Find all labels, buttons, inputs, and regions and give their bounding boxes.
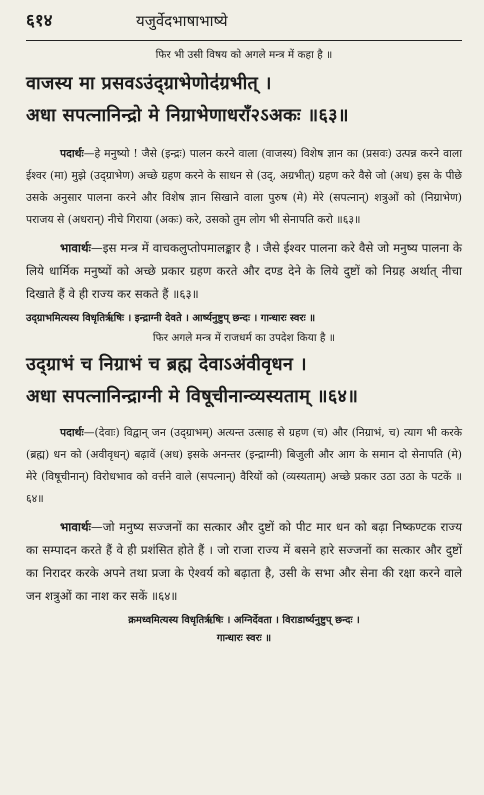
- bhavartha-64-text: —जो मनुष्य सज्जनों का सत्कार और दुष्टों को पीट मार धन को बढ़ा निष्कण्टक राज्य का सम्पादन करते हैं वे ही प्रशंसित होते हैं । जो राजा राज्य में बसने हारे सज्जनों का सत्कार और दुष्टों का निरादर करके अपने तथा प्रजा के ऐश्वर्य को बढ़ाता है, उसी के सभा और सेना की रक्षा करने वाले जन शत्रुओं का नाश कर सकें ॥६४॥: [26, 520, 462, 603]
- bhavartha-label: भावार्थः: [60, 241, 91, 255]
- mantra-63-line-1: वाजस्य मा प्रसवऽउंद्ग्राभेणोद॑ग्रभीत् ।: [26, 73, 272, 94]
- padartha-label: पदार्थः: [60, 426, 84, 439]
- page-header: [26, 0, 462, 30]
- padartha-label: पदार्थः: [60, 147, 84, 160]
- rishi-line-64-swara: गान्धारः स्वरः ॥: [216, 633, 272, 644]
- bhavartha-label: भावार्थः: [60, 520, 91, 534]
- padartha-63-text: —हे मनुष्यो ! जैसे (इन्द्रः) पालन करने वाला (वाजस्य) विशेष ज्ञान का (प्रसवः) उत्पन्न करने वाला ईश्वर (मा) मुझे (उद्ग्राभेण) अच्छे ग्रहण करने के साधन से (उद्, अग्रभीत्) ग्रहण करे वैसे जो (अध) इस के पीछे उसके अनुसार पालना करने और विशेष ज्ञान सिखाने वाला पुरुष (मे) मेरे (सपत्नान्) शत्रुओं को (निग्राभेण) पराजय से (अधरान्) नीचे गिराया (अकः) करे, उसको तुम लोग भी सेनापति करो ॥६३॥: [26, 147, 462, 226]
- padartha-64: [26, 422, 462, 510]
- bhavartha-64: [26, 516, 462, 608]
- intro-line: फिर भी उसी विषय को अगले मन्त्र में कहा है ॥: [155, 49, 333, 61]
- mantra-64-line-2: अधा सपत्नानिन्द्राग्नी मे विषूचीनान्व्यस्यताम् ॥६४॥: [26, 386, 359, 407]
- page-number: ६१४: [26, 11, 53, 31]
- mantra-64-line-1: उद्ग्राभं च निग्राभं च ब्रह्म देवाऽअंवीवृधन ।: [26, 354, 307, 375]
- header-rule: [26, 40, 462, 41]
- intro-line-2: फिर अगले मन्त्र में राजधर्म का उपदेश किया है ॥: [152, 332, 336, 344]
- rishi-line-64: क्रमध्वमित्यस्य विधृतिर्ऋषिः । अग्निर्देवता । विराडार्ष्यनुष्टुप् छन्दः ।: [128, 615, 360, 626]
- padartha-64-text: —(देवाः) विद्वान् जन (उद्ग्राभम्) अत्यन्त उत्साह से ग्रहण (च) और (निग्राभं, च) त्याग भी करके (ब्रह्म) धन को (अवीवृधन्) बढ़ावें (अध) इसके अनन्तर (इन्द्राग्नी) बिजुली और आग के समान दो सेनापति (मे) मेरे (विषूचीनान्) विरोधभाव को वर्त्तने वाले (सपत्नान्) वैरियों को (व्यस्यताम्) अच्छे प्रकार उठा उठा के पटकें ॥६४॥: [26, 426, 462, 505]
- bhavartha-63: [26, 237, 462, 306]
- rishi-line-63: उद्ग्राभमित्यस्य विधृतिर्ऋषिः । इन्द्राग्नी देवते । आर्ष्यनुष्टुप् छन्दः । गान्धारः स्वरः ॥: [26, 313, 316, 324]
- padartha-63: [26, 143, 462, 231]
- mantra-63-line-2: अधा सपत्नानिन्द्रो मे निग्राभेणाधराँ२ऽअकः ॥६३॥: [26, 105, 349, 126]
- bhavartha-63-text: —इस मन्त्र में वाचकलुप्तोपमालङ्कार है । जैसे ईश्वर पालना करे वैसे जो मनुष्य पालना के लिये धार्मिक मनुष्यों को अच्छे प्रकार ग्रहण करते और दण्ड देने के लिये दुष्टों को निग्रह अर्थात् नीचा दिखाते हैं वे ही राज्य कर सकते हैं ॥६३॥: [26, 241, 462, 301]
- running-title: यजुर्वेदभाषाभाष्ये: [136, 12, 228, 30]
